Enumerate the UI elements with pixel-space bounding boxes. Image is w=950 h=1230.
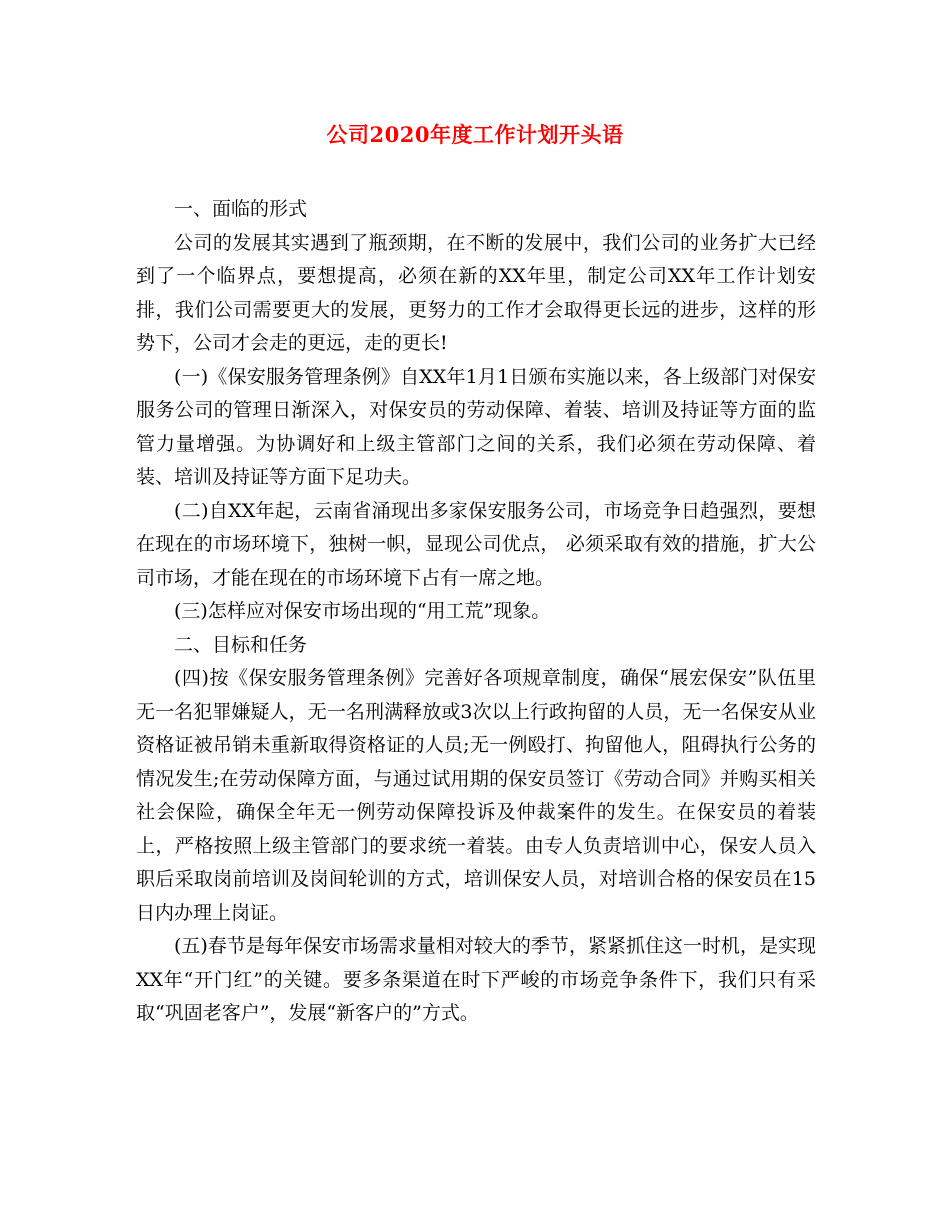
paragraph-item-2: (二)自XX年起，云南省涌现出多家保安服务公司，市场竞争日趋强烈，要想在现在的市场环境下，独树一帜，显现公司优点， 必须采取有效的措施，扩大公司市场，才能在现在的市场环境下占有一席之地。 (136, 499, 816, 589)
paragraph-item-4: (四)按《保安服务管理条例》完善好各项规章制度，确保“展宏保安”队伍里无一名犯罪嫌疑人，无一名刑满释放或3次以上行政拘留的人员，无一名保安从业资格证被吊销未重新取得资格证的人员;无一例殴打、拘留他人，阻碍执行公务的情况发生;在劳动保障方面，与通过试用期的保安员签订《劳动合同》并购买相关社会保险，确保全年无一例劳动保障投诉及仲裁案件的发生。在保安员的着装上，严格按照上级主管部门的要求统一着装。由专人负责培训中心，保安人员入职后采取岗前培训及岗间轮训的方式，培训保安人员，对培训合格的保安员在15日内办理上岗证。 (136, 667, 816, 924)
section-heading-situation: 一、面临的形式 (174, 198, 308, 220)
paragraph-item-5: (五)春节是每年保安市场需求量相对较大的季节，紧紧抓住这一时机，是实现XX年“开门红”的关键。要多条渠道在时下严峻的市场竞争条件下，我们只有采取“巩固老客户”，发展“新客户的”方式。 (136, 935, 816, 1024)
paragraph-intro: 公司的发展其实遇到了瓶颈期，在不断的发展中，我们公司的业务扩大已经到了一个临界点，要想提高，必须在新的XX年里，制定公司XX年工作计划安排，我们公司需要更大的发展，更努力的工作才会取得更长远的进步，这样的形势下，公司才会走的更远，走的更长! (136, 231, 816, 354)
document-body (136, 193, 816, 1031)
section-heading-goals: 二、目标和任务 (174, 633, 308, 656)
document-title: 公司2020年度工作计划开头语 (326, 122, 624, 147)
paragraph-item-3: (三)怎样应对保安市场出现的“用工荒”现象。 (174, 600, 551, 622)
paragraph-item-1: (一)《保安服务管理条例》自XX年1月1日颁布实施以来，各上级部门对保安服务公司的管理日渐深入，对保安员的劳动保障、着装、培训及持证等方面的监管力量增强。为协调好和上级主管部门之间的关系，我们必须在劳动保障、着装、培训及持证等方面下足功夫。 (136, 365, 816, 488)
